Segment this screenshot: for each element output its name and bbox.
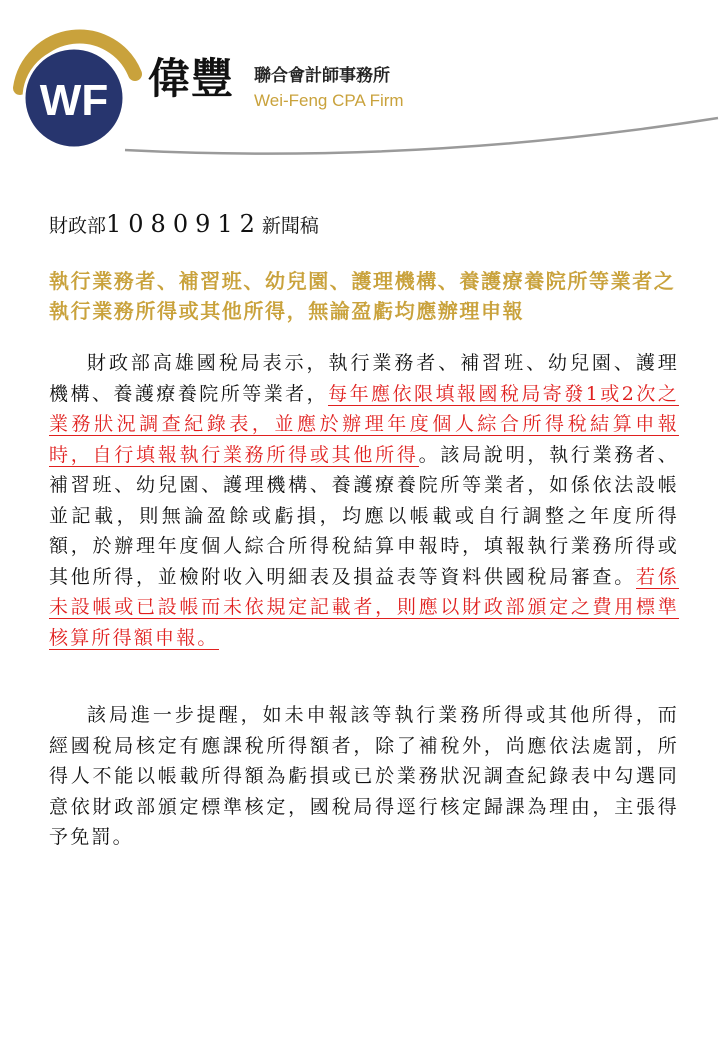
paragraph-1-part-2: 。該局說明，執行業務者、補習班、幼兒園、護理機構、養護療養院所等業者，如係依法設帳並記載，則無論盈餘或虧損，均應以帳載或自行調整之年度所得額，於辦理年度個人綜合所得稅結算申報時，填報執行業務所得或其他所得，並檢附收入明細表及損益表等資料供國稅局審查。 bbox=[49, 443, 679, 588]
paragraph-1-part-1: 財政部高雄國稅局表示，執行業務者、補習班、幼兒園、護理機構、養護療養院所等業者， bbox=[49, 352, 679, 405]
press-prefix: 財政部 bbox=[49, 215, 107, 237]
headline: 執行業務者、補習班、幼兒園、護理機構、養護療養院所等業者之執行業務所得或其他所得，無論盈虧均應辦理申報 bbox=[49, 269, 676, 323]
paragraph-1-highlight-1: 每年應依限填報國稅局寄發1或2次之業務狀況調查紀錄表，並應於辦理年度個人綜合所得稅結算申報時，自行填報執行業務所得或其他所得 bbox=[49, 382, 679, 466]
brand-name-cn: 偉豐 bbox=[148, 54, 235, 103]
header bbox=[0, 0, 720, 170]
firm-name-cn: 聯合會計師事務所 bbox=[254, 66, 390, 86]
press-release-line bbox=[49, 210, 319, 240]
press-suffix: 新聞稿 bbox=[261, 215, 319, 237]
paragraph-2: 該局進一步提醒，如未申報該等執行業務所得或其他所得，而經國稅局核定有應課稅所得額者，除了補稅外，尚應依法處罰，所得人不能以帳載所得額為虧損或已於業務狀況調查紀錄表中勾選同意依財政部頒定標準核定，國稅局得逕行核定歸課為理由，主張得予免罰。 bbox=[49, 704, 679, 848]
logo-text: WF bbox=[39, 76, 109, 125]
firm-name-en: Wei-Feng CPA Firm bbox=[254, 91, 404, 110]
paragraph-1-highlight-2: 若係未設帳或已設帳而未依規定記載者，則應以財政部頒定之費用標準核算所得額申報。 bbox=[49, 565, 679, 649]
press-date: 1080912 bbox=[106, 210, 262, 238]
paragraph-1 bbox=[49, 348, 679, 653]
swoosh-line bbox=[125, 118, 718, 154]
